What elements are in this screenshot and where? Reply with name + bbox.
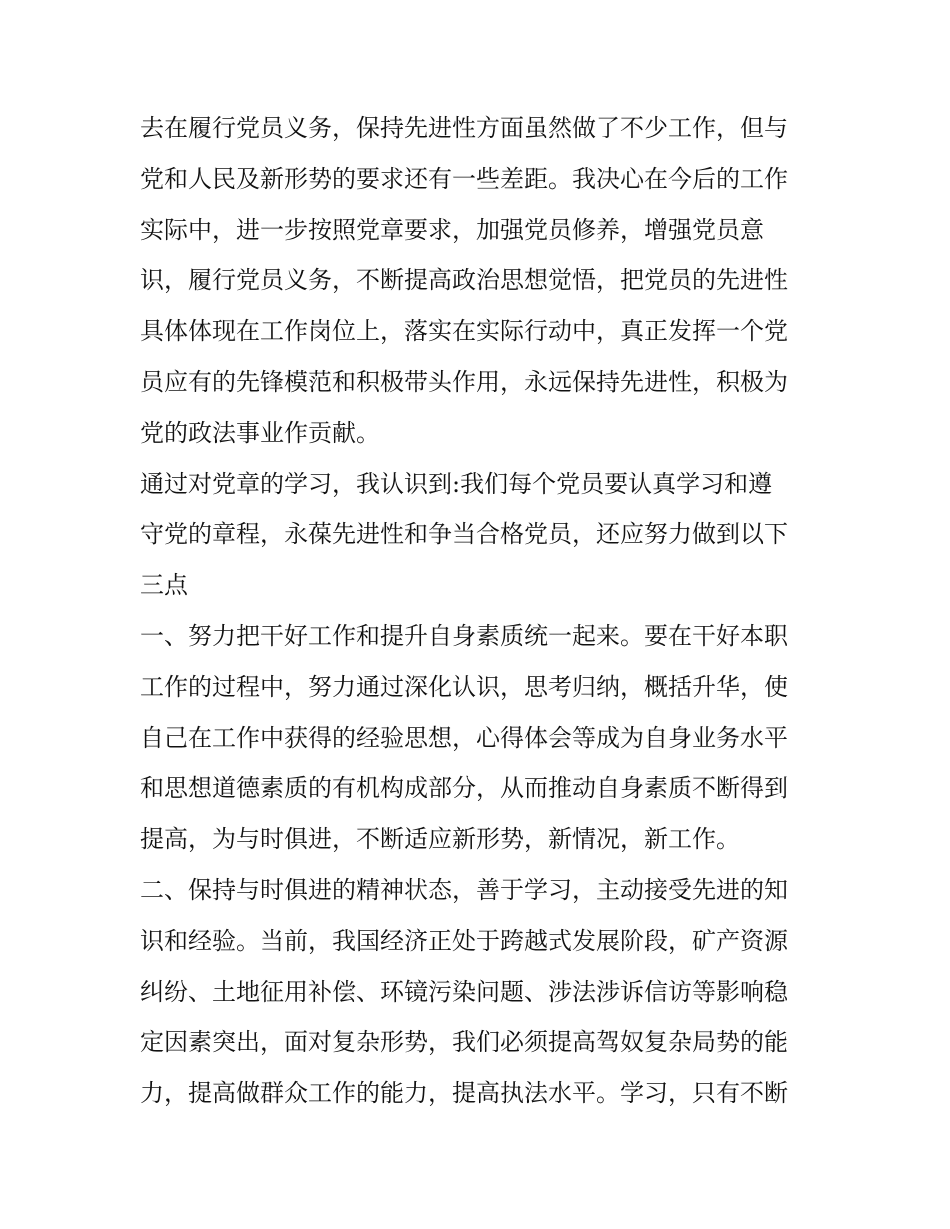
text-line: 识，履行党员义务，不断提高政治思想觉悟，把党员的先进性 [140,266,788,295]
text-line: 实际中，进一步按照党章要求，加强党员修养，增强党员意 [140,215,764,244]
text-line: 党的政法事业作贡献。 [140,418,380,447]
text-line: 纠纷、土地征用补偿、环镜污染问题、涉法涉诉信访等影响稳 [140,977,788,1006]
text-line: 守党的章程，永葆先进性和争当合格党员，还应努力做到以下 [140,520,788,549]
text-line: 定因素突出，面对复杂形势，我们必须提高驾奴复杂局势的能 [140,1028,788,1057]
document-body [140,103,820,1119]
text-line: 识和经验。当前，我国经济正处于跨越式发展阶段，矿产资源 [140,926,788,955]
text-line: 二、保持与时俱进的精神状态，善于学习，主动接受先进的知 [140,875,788,904]
text-line: 提高，为与时俱进，不断适应新形势，新情况，新工作。 [140,825,740,854]
text-line: 三点 [140,571,188,600]
text-line: 工作的过程中，努力通过深化认识，思考归纳，概括升华，使 [140,672,788,701]
text-line: 自己在工作中获得的经验思想，心得体会等成为自身业务水平 [140,723,788,752]
text-line: 和思想道德素质的有机构成部分，从而推动自身素质不断得到 [140,774,788,803]
text-line: 一、努力把干好工作和提升自身素质统一起来。要在干好本职 [140,621,788,650]
text-line: 员应有的先锋模范和积极带头作用，永远保持先进性，积极为 [140,367,788,396]
text-line: 党和人民及新形势的要求还有一些差距。我决心在今后的工作 [140,164,788,193]
text-line: 通过对党章的学习，我认识到:我们每个党员要认真学习和遵 [140,469,773,498]
text-line: 去在履行党员义务，保持先进性方面虽然做了不少工作，但与 [140,114,788,142]
text-line: 具体体现在工作岗位上，落实在实际行动中，真正发挥一个党 [140,317,788,346]
text-line: 力，提高做群众工作的能力，提高执法水平。学习，只有不断 [140,1079,788,1108]
